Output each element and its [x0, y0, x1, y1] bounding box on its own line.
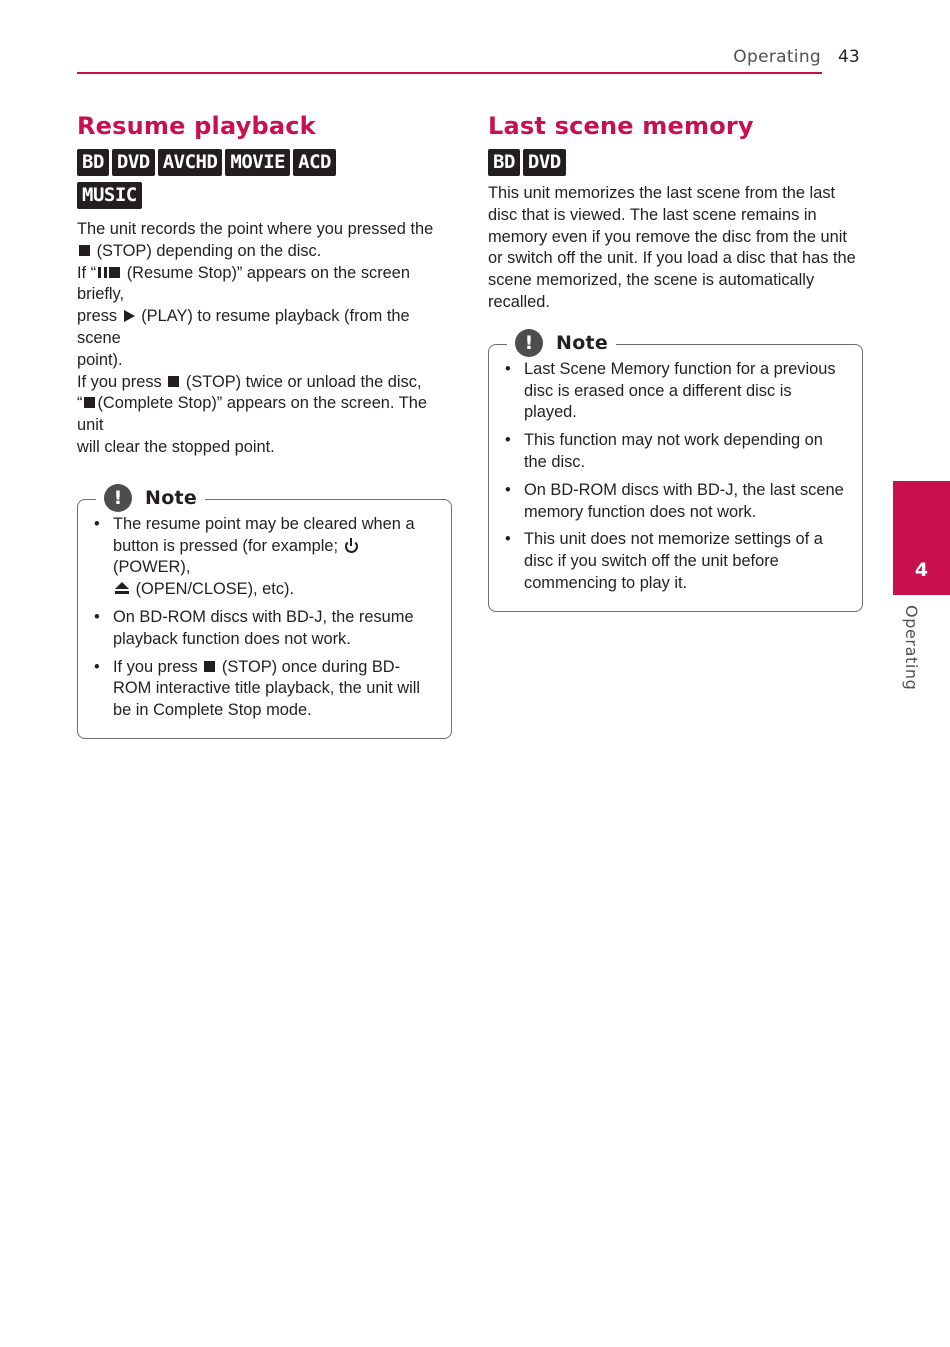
text: press: [77, 307, 118, 326]
note-title: Note: [556, 331, 609, 354]
badge-bd: BD: [488, 149, 520, 176]
eject-icon: [115, 582, 129, 595]
list-item: • On BD-ROM discs with BD-J, the resume playback function does not work.: [78, 607, 437, 651]
badge-avchd: AVCHD: [158, 149, 223, 176]
paragraph: [77, 219, 452, 263]
note-list: [78, 514, 437, 722]
note-header: [96, 482, 205, 514]
paragraph: [77, 372, 452, 459]
play-icon: [124, 310, 135, 322]
resume-body-text: [77, 219, 452, 459]
disc-badges: [77, 149, 452, 215]
text: “: [77, 394, 83, 413]
section-title-last-scene-memory: Last scene memory: [488, 112, 754, 140]
header-rule: [77, 72, 822, 74]
disc-badges: [488, 149, 863, 182]
text: point).: [77, 350, 123, 369]
power-icon: [345, 540, 358, 553]
text: If “: [77, 263, 97, 282]
note-list: [489, 359, 848, 595]
chapter-tab-label: [893, 605, 933, 715]
text: If you press: [77, 372, 162, 391]
text: (PLAY) to resume playback (from the scene: [77, 307, 410, 347]
text: (POWER),: [113, 558, 191, 577]
list-item: [78, 514, 437, 601]
section-title-resume-playback: Resume playback: [77, 112, 316, 140]
text: The unit records the point where you pressed the: [77, 220, 434, 238]
list-item: • Last Scene Memory function for a previous disc is erased once a different disc is played.: [489, 359, 848, 424]
text: button is pressed (for example;: [113, 536, 339, 555]
last-scene-body-text: [488, 183, 863, 314]
page-header: [0, 0, 950, 80]
badge-bd: BD: [77, 149, 109, 176]
text: (STOP) depending on the disc.: [96, 241, 322, 260]
text: will clear the stopped point.: [77, 437, 275, 456]
text: (STOP) once during BD-ROM interactive title playback, the unit will be in Complete Stop mode.: [113, 657, 420, 720]
page-number: 43: [838, 47, 860, 67]
note-box-resume: [77, 486, 452, 739]
badge-dvd: DVD: [112, 149, 155, 176]
exclamation-icon: !: [515, 329, 543, 357]
text: (Complete Stop)” appears on the screen. The unit: [77, 394, 427, 435]
stop-icon: [204, 661, 215, 672]
text: (OPEN/CLOSE), etc).: [135, 580, 295, 599]
badge-dvd: DVD: [523, 149, 566, 176]
stop-icon: [84, 397, 95, 408]
chapter-number: 4: [914, 559, 929, 581]
list-item: • This unit does not memorize settings of a disc if you switch off the unit before commencing to play it.: [489, 529, 848, 594]
badge-acd: ACD: [293, 149, 336, 176]
header-section-title: Operating: [733, 47, 821, 67]
stop-icon: [168, 376, 179, 387]
badge-music: MUSIC: [77, 182, 142, 209]
text: (Resume Stop)” appears on the screen briefly,: [77, 263, 411, 304]
badge-movie: MOVIE: [225, 149, 290, 176]
text: If you press: [113, 657, 198, 676]
stop-icon: [109, 267, 120, 278]
exclamation-icon: !: [104, 484, 132, 512]
resume-playback-section: [77, 108, 452, 739]
chapter-tab: [893, 481, 950, 595]
text: (STOP) twice or unload the disc,: [185, 372, 422, 391]
text: The resume point may be cleared when a: [113, 514, 415, 533]
paragraph: [77, 263, 452, 372]
note-box-last-scene: [488, 331, 863, 612]
list-item: [78, 657, 437, 722]
last-scene-memory-section: [488, 108, 863, 612]
pause-icon: [98, 267, 107, 278]
paragraph: This unit memorizes the last scene from the last disc that is viewed. The last scene remains in memory even if you remove the disc from the unit or switch off the unit. If you load a disc that has the scene memorized, the scene is automatically recalled.: [488, 184, 856, 311]
note-header: [507, 327, 616, 359]
chapter-label: Operating: [902, 605, 921, 691]
note-title: Note: [145, 486, 198, 509]
list-item: • This function may not work depending on the disc.: [489, 430, 848, 474]
stop-icon: [79, 245, 90, 256]
list-item: • On BD-ROM discs with BD-J, the last scene memory function does not work.: [489, 480, 848, 524]
